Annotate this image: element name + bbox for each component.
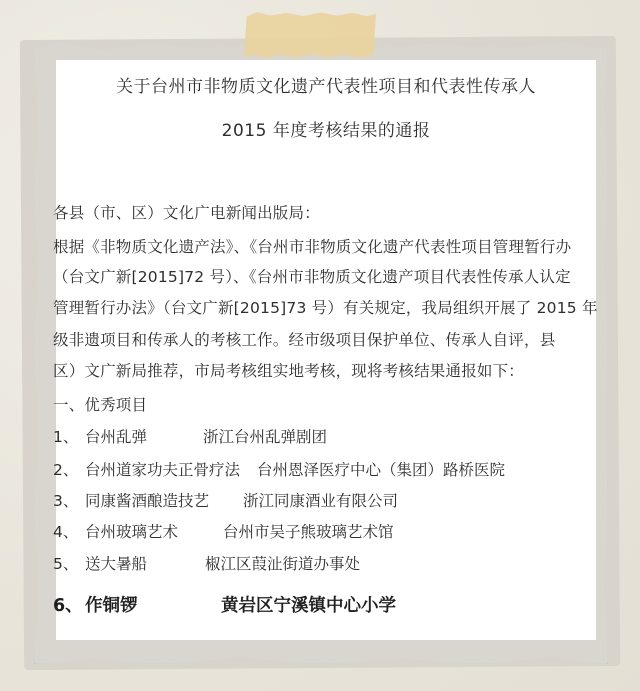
item-number: 6、 <box>53 596 83 616</box>
list-item <box>53 552 361 574</box>
document-title-line2: 2015 年度考核结果的通报 <box>221 121 431 141</box>
item-name: 送大暑船 <box>85 555 148 573</box>
body-line: 根据《非物质文化遗产法》、《台州市非物质文化遗产代表性项目管理暂行办 <box>53 238 572 256</box>
item-name: 作铜锣 <box>85 596 138 616</box>
list-item <box>53 592 396 617</box>
list-item <box>53 425 328 447</box>
masking-tape <box>244 12 376 58</box>
item-number: 3、 <box>53 492 79 510</box>
item-organization: 椒江区葭沚街道办事处 <box>205 555 361 573</box>
salutation: 各县（市、区）文化广电新闻出版局： <box>53 204 320 222</box>
item-name: 台州玻璃艺术 <box>85 523 179 541</box>
body-line: 区）文广新局推荐，市局考核组实地考核，现将考核结果通报如下： <box>53 362 525 380</box>
body-line: （台文广新[2015]72 号）、《台州市非物质文化遗产项目代表性传承人认定 <box>53 268 571 286</box>
item-number: 1、 <box>53 428 79 446</box>
list-item <box>53 520 394 542</box>
section-heading: 一、优秀项目 <box>53 396 148 414</box>
item-name: 同康酱酒酿造技艺 <box>85 492 210 510</box>
item-number: 4、 <box>53 523 79 541</box>
document-title-line1: 关于台州市非物质文化遗产代表性项目和代表性传承人 <box>116 77 536 97</box>
item-name: 台州道家功夫正骨疗法 <box>85 461 241 479</box>
document-page <box>53 60 598 640</box>
item-organization: 台州市吴子熊玻璃艺术馆 <box>223 523 394 541</box>
item-organization: 黄岩区宁溪镇中心小学 <box>221 596 396 616</box>
body-line: 管理暂行办法》（台文广新[2015]73 号）有关规定，我局组织开展了 2015 年 <box>53 299 598 317</box>
list-item <box>53 458 506 480</box>
list-item <box>53 489 399 511</box>
item-organization: 浙江台州乱弹剧团 <box>203 428 328 446</box>
item-organization: 台州恩泽医疗中心（集团）路桥医院 <box>257 461 506 479</box>
item-number: 2、 <box>53 461 79 479</box>
item-name: 台州乱弹 <box>85 428 148 446</box>
item-number: 5、 <box>53 555 79 573</box>
body-line: 级非遗项目和传承人的考核工作。经市级项目保护单位、传承人自评，县 <box>53 331 556 349</box>
item-organization: 浙江同康酒业有限公司 <box>243 492 399 510</box>
